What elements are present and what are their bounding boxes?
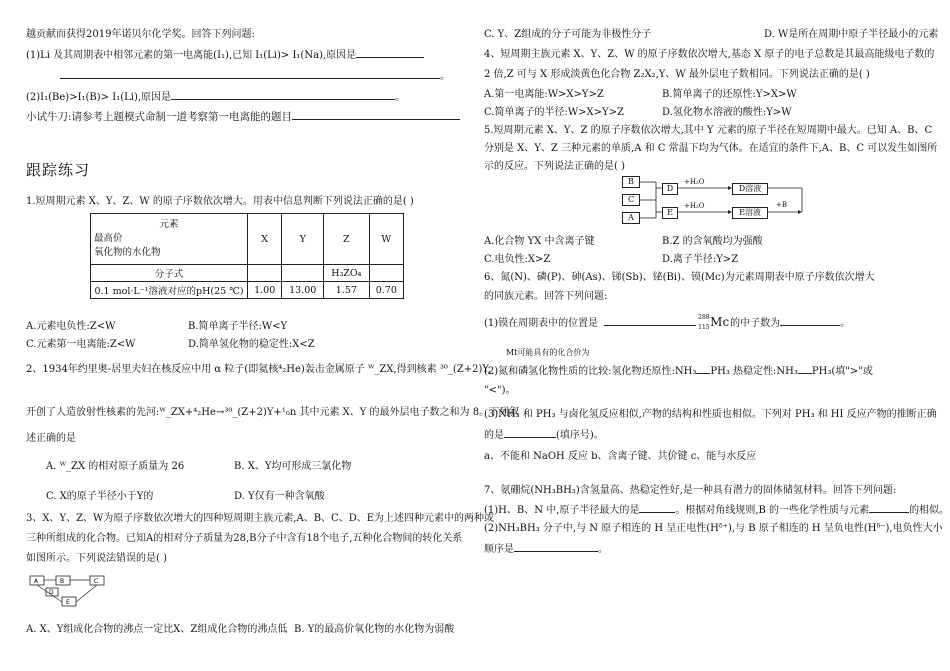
p7-q2-a: (2)NH₃BH₃ 分子中,与 N 原子相连的 H 呈正电性(Hᵟ⁺),与 B 原子相连的 H 呈负电性(Hᵟ⁻),电负性大小	[484, 523, 943, 534]
p1-opt-b: B.简单离子半径:W<Y	[188, 321, 288, 332]
trial-text: 小试牛刀:请参考上题模式命制一道考察第一电离能的题目	[26, 111, 293, 123]
trial-blank[interactable]	[292, 110, 460, 120]
p7-q1-blank-a[interactable]	[639, 503, 675, 513]
p4-opt-c: C.简单离子的半径:W>X>Y>Z	[484, 107, 624, 118]
p3-opt-c: C. Y、Z组成的分子可能为非极性分子	[484, 29, 652, 40]
p2-line1: 2、1934年约里奥-居里夫妇在核反应中用 α 粒子(即氦核⁴₂He)轰击金属原子 ᵂ_ZX,得到核素 ³⁰_(Z+2)Y,	[26, 364, 491, 375]
diag5-box-d: D	[662, 183, 678, 195]
q1-end: 。	[440, 71, 450, 82]
p6-q1-blank-a[interactable]	[604, 316, 696, 326]
q2-blank[interactable]	[171, 90, 395, 100]
p6-q2-text-b: PH₃ 热稳定性:NH₃	[710, 366, 798, 377]
diag3-label-c: C	[94, 578, 99, 585]
p6-q1	[484, 313, 851, 331]
table-h-highest: 最高价	[94, 233, 123, 244]
p1-opt-a: A.元素电负性:Z<W	[26, 321, 116, 332]
p5-diagram	[622, 176, 822, 228]
p7-q2-blank[interactable]	[514, 542, 598, 552]
p5-opt-d: D.离子半径:Y>Z	[662, 254, 739, 265]
table-ph-w: 0.70	[369, 282, 403, 299]
p1-table	[90, 213, 404, 299]
q1-blank-a[interactable]	[356, 48, 424, 58]
diag5-box-c: C	[622, 194, 640, 206]
trial-line	[26, 110, 460, 124]
p7-q1-blank-b[interactable]	[869, 503, 909, 513]
p6-q1-text-b: 的中子数为	[730, 318, 781, 329]
p6-line2: 的同族元素。回答下列问题:	[484, 291, 608, 302]
p7-q1-text-b: 。根据对角线规则,B 的一些化学性质与元素	[675, 505, 870, 516]
p7-q1-text-c: 的相似。	[909, 505, 950, 516]
diag3-line-ce	[76, 585, 97, 602]
p6-atomic-number: 115	[698, 323, 710, 331]
table-header-cell	[91, 214, 248, 265]
p1-opt-d: D.简单氢化物的稳定性:X<Z	[188, 339, 315, 350]
p5-opt-b: B.Z 的含氧酸均为强酸	[662, 236, 763, 247]
diag5-box-b: B	[622, 176, 640, 188]
table-col-y: Y	[282, 214, 324, 265]
p2-opt-a: A. ᵂ_ZX 的相对原子质量为 26	[46, 461, 185, 472]
p4-opt-d: D.氢化物水溶液的酸性:Y>W	[662, 107, 792, 118]
p5-line1: 5.短周期元素 X、Y、Z 的原子序数依次增大,其中 Y 元素的原子半径在短周期中最大。已知 A、B、C	[484, 125, 933, 136]
p7-line1: 7、氨硼烷(NH₃BH₃)含氢量高、热稳定性好,是一种具有潜力的固体储氢材料。回答下列问题:	[484, 485, 897, 496]
table-formula-y	[282, 265, 324, 282]
q1-line	[26, 48, 424, 63]
p6-q2-text-c: PH₃(填">"或	[811, 366, 873, 377]
table-col-x: X	[248, 214, 282, 265]
diag3-label-b: B	[60, 578, 65, 585]
table-formula-w	[369, 265, 403, 282]
table-h-element: 元素	[159, 219, 179, 230]
p6-symbol: Mc	[710, 314, 730, 329]
p7-q2-text-b: 顺序是	[484, 544, 514, 555]
diag5-d-plus: +H₂O	[684, 178, 705, 186]
table-ph-x: 1.00	[248, 282, 282, 299]
p5-line3: 示的反应。下列说法正确的是( )	[484, 161, 625, 172]
p6-q3-blank[interactable]	[504, 428, 556, 438]
p1-stem: 1.短周期元素 X、Y、Z、W 的原子序数依次增大。用表中信息判断下列说法正确的是( )	[26, 196, 414, 207]
p5-opt-a: A.化合物 YX 中含离子键	[484, 236, 595, 247]
p2-opt-c: C. X的原子半径小于Y的	[46, 491, 154, 502]
section-title: 跟踪练习	[26, 161, 91, 179]
p3-diagram	[28, 572, 112, 608]
p6-mt: Mt可能具有的化合价为	[506, 348, 590, 357]
p4-line2: 2 倍,Z 可与 X 形成淡黄色化合物 Z₂X₂,Y、W 最外层电子数相同。下列说法正确的是( )	[484, 69, 870, 80]
table-formula-x	[248, 265, 282, 282]
p3-line2: 三种所组成的化合物。已知A的相对分子质量为28,B分子中含有18个电子,五种化合物间的转化关系	[26, 533, 463, 544]
q2-text: (2)I₁(Be)>I₁(B)> I₁(Li),原因是	[26, 92, 172, 103]
table-col-w: W	[369, 214, 403, 265]
p2-opt-b: B. X、Y均可形成三氯化物	[234, 461, 352, 472]
p6-q2	[484, 364, 873, 379]
diag5-end-plus: +B	[776, 201, 788, 209]
p3-line3: 如图所示。下列说法错误的是( )	[26, 553, 167, 564]
p2-opt-d: D. Y仅有一种含氧酸	[234, 491, 325, 502]
p2-line3: 述正确的是	[26, 433, 76, 444]
p6-q1-end: 。	[840, 318, 851, 329]
diag3-label-e: E	[66, 599, 70, 606]
table-formula-z: H₃ZO₄	[324, 265, 370, 282]
p5-opt-c: C.电负性:X>Z	[484, 254, 551, 265]
q2-end: 。	[395, 92, 406, 103]
p7-q2-end: 。	[598, 544, 608, 555]
p6-mass-number: 288	[698, 313, 710, 321]
table-h-hydrate: 氧化物的水化物	[94, 247, 161, 258]
p3-line1: 3、X、Y、Z、W为原子序数依次增大的四种短周期主族元素,A、B、C、D、E为上述四种元素中的两种或	[26, 513, 495, 524]
p6-q3-opts: a、不能和 NaOH 反应 b、含离子键、共价键 c、能与水反应	[484, 451, 757, 462]
p5-line2: 分别是 X、Y、Z 三种元素的单质,A 和 C 常温下均为气体。在适宜的条件下,A、B、C 可以发生如图所	[484, 143, 938, 154]
p7-q2	[484, 542, 608, 557]
table-ph-label: 0.1 mol·L⁻¹溶液对应的pH(25 ℃)	[91, 282, 248, 299]
table-formula-label: 分子式	[91, 265, 248, 282]
p2-line2: 开创了人造放射性核素的先河:ᵂ_ZX+⁴₂He→³⁰_(Z+2)Y+¹₀n 其中元素 X、Y 的最外层电子数之和为 8。下列叙	[26, 407, 520, 418]
diag3-label-d: D	[49, 589, 54, 596]
p6-q3-a: (3)NH₃ 和 PH₃ 与卤化氢反应相似,产物的结构和性质也相似。下列对 PH₃ 和 HI 反应产物的推断正确	[484, 409, 937, 420]
p6-line1: 6、氮(N)、磷(P)、砷(As)、锑(Sb)、铋(Bi)、镆(Mc)为元素周期表中原子序数依次增大	[484, 272, 875, 283]
p4-opt-b: B.简单离子的还原性:Y>X>W	[662, 89, 797, 100]
table-ph-z: 1.57	[324, 282, 370, 299]
table-ph-y: 13.00	[282, 282, 324, 299]
diag5-e-plus: +H₂O	[684, 202, 705, 210]
p3-opt-a: A. X、Y组成化合物的沸点一定比X、Z组成化合物的沸点低	[26, 624, 288, 635]
p6-q3-text-b: 的是	[484, 430, 504, 441]
q1-blank-b[interactable]	[60, 69, 440, 79]
p6-q1-text: (1)镆在周期表中的位置是	[484, 318, 599, 329]
p4-opt-a: A.第一电离能:W>X>Y>Z	[484, 89, 604, 100]
p1-opt-c: C.元素第一电离能:Z<W	[26, 339, 136, 350]
q1-text: (1)Li 及其周期表中相邻元素的第一电离能(I₁),已知 I₁(Li)> I₁(Na),原因是	[26, 50, 357, 61]
p7-q1	[484, 503, 949, 518]
p6-q3	[484, 428, 604, 443]
p3-opt-d: D. W是所在周期中原子半径最小的元素	[764, 29, 939, 40]
diag5-d-solution: D溶液	[732, 183, 768, 195]
table-col-z: Z	[324, 214, 370, 265]
diag3-label-a: A	[34, 578, 39, 585]
p4-line1: 4、短周期主族元素 X、Y、Z、W 的原子序数依次增大,基态 X 原子的电子总数是其最高能级电子数的	[484, 49, 935, 60]
intro-tail: 越贡献而获得2019年诺贝尔化学奖。回答下列问题:	[26, 29, 255, 40]
diag5-lines	[622, 176, 822, 228]
q2-line	[26, 90, 405, 105]
p3-opt-b: B. Y的最高价氧化物的水化物为弱酸	[294, 624, 455, 635]
p6-q2-blank-a[interactable]	[696, 364, 710, 374]
diag5-box-e: E	[662, 207, 678, 219]
p6-q2-text-a: (2)氮和磷氢化物性质的比较:氢化物还原性:NH₃	[484, 366, 697, 377]
diag5-box-a: A	[622, 212, 640, 224]
q1-line2	[60, 69, 450, 84]
p6-q2-blank-b[interactable]	[798, 364, 812, 374]
diag5-e-solution: E溶液	[732, 207, 768, 219]
p6-q1-blank-b[interactable]	[780, 316, 840, 326]
p6-q2-d: "<")。	[484, 385, 516, 396]
p6-q3-text-c: (填序号)。	[556, 430, 604, 441]
p7-q1-text-a: (1)H、B、N 中,原子半径最大的是	[484, 505, 640, 516]
p6-nuclide	[696, 313, 730, 331]
